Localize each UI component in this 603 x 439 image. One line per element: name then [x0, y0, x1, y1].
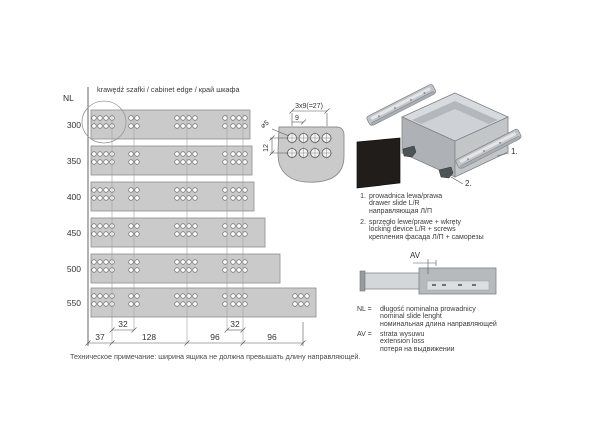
mounting-hole [129, 224, 134, 229]
detail-dim-y: 12 [263, 144, 270, 152]
dim-32-a: 32 [118, 319, 128, 329]
mounting-hole [193, 124, 198, 129]
legend-item-1-number: 1. [360, 193, 366, 200]
mounting-hole [135, 160, 140, 165]
mounting-hole [223, 294, 228, 299]
row-length-label: 400 [66, 192, 81, 202]
mounting-hole [237, 294, 242, 299]
mounting-hole [92, 116, 97, 121]
mounting-hole [223, 160, 228, 165]
mounting-hole [231, 152, 236, 157]
nl-definition-line-pl: długość nominalna prowadnicy [380, 306, 476, 313]
mounting-hole [175, 268, 180, 273]
mounting-hole [181, 232, 186, 237]
mounting-hole [181, 260, 186, 265]
mounting-hole [223, 302, 228, 307]
mounting-hole [231, 188, 236, 193]
dim-96-b: 96 [267, 332, 277, 342]
callout-2-label: 2. [465, 179, 472, 188]
mounting-hole [299, 302, 304, 307]
mounting-hole [104, 152, 109, 157]
mounting-hole [104, 124, 109, 129]
mounting-hole [237, 232, 242, 237]
mounting-hole [243, 294, 248, 299]
mounting-hole [92, 294, 97, 299]
mounting-hole [231, 116, 236, 121]
mounting-hole [175, 302, 180, 307]
mounting-hole [299, 294, 304, 299]
mounting-hole [129, 268, 134, 273]
mounting-hole [237, 268, 242, 273]
mounting-hole [98, 116, 103, 121]
mounting-hole [104, 196, 109, 201]
mounting-hole [135, 294, 140, 299]
mounting-hole [181, 294, 186, 299]
mounting-hole [187, 224, 192, 229]
nl-column-header: NL [63, 93, 74, 103]
row-length-label: 450 [66, 228, 81, 238]
mounting-hole [243, 232, 248, 237]
row-length-label: 550 [66, 298, 81, 308]
mounting-hole [243, 260, 248, 265]
mounting-hole [98, 160, 103, 165]
legend-item-2-line-ru: крепления фасада Л/П + саморезы [369, 233, 484, 241]
mounting-hole [92, 224, 97, 229]
mounting-hole [98, 268, 103, 273]
mounting-hole [193, 232, 198, 237]
row-length-label: 350 [66, 156, 81, 166]
mounting-hole [237, 160, 242, 165]
legend-item-2 [357, 219, 484, 241]
slide-bar-row-500 [67, 254, 280, 283]
slide-bar [91, 182, 254, 211]
mounting-hole [193, 302, 198, 307]
mounting-hole [92, 268, 97, 273]
mounting-hole [237, 224, 242, 229]
mounting-hole [187, 196, 192, 201]
mounting-hole [129, 294, 134, 299]
mounting-hole [223, 124, 228, 129]
slide-bar [91, 288, 316, 317]
dim-128: 128 [141, 332, 157, 342]
mounting-hole [181, 188, 186, 193]
mounting-hole [243, 302, 248, 307]
mounting-hole [187, 268, 192, 273]
mounting-hole [135, 196, 140, 201]
mounting-hole [193, 224, 198, 229]
mounting-hole [231, 124, 236, 129]
slide-bar-row-550 [67, 288, 316, 317]
drawer-front-panel [357, 138, 400, 188]
mounting-hole [129, 188, 134, 193]
mounting-hole [231, 294, 236, 299]
mounting-hole [129, 160, 134, 165]
av-dimension-label: AV [410, 251, 421, 260]
mounting-hole [243, 224, 248, 229]
mounting-hole [129, 116, 134, 121]
slide-bar [91, 254, 280, 283]
mounting-hole [104, 160, 109, 165]
legend-item-1-line-pl: prowadnica lewa/prawa [369, 193, 443, 200]
mounting-hole [187, 188, 192, 193]
mounting-hole [175, 294, 180, 299]
mounting-hole [92, 152, 97, 157]
mounting-hole [193, 294, 198, 299]
row-length-label: 500 [66, 264, 81, 274]
mounting-hole [135, 116, 140, 121]
slide-bar [91, 146, 252, 175]
mounting-hole [175, 124, 180, 129]
av-definition-line-ru: потеря на выдвижении [380, 345, 455, 353]
mounting-hole [175, 188, 180, 193]
mounting-hole [187, 260, 192, 265]
mounting-hole [175, 224, 180, 229]
mounting-hole [135, 188, 140, 193]
mounting-hole [237, 302, 242, 307]
mounting-hole [243, 160, 248, 165]
mounting-hole [98, 188, 103, 193]
mounting-hole [237, 260, 242, 265]
mounting-hole [98, 294, 103, 299]
mounting-hole [243, 124, 248, 129]
mounting-hole [135, 268, 140, 273]
mounting-hole [305, 294, 310, 299]
mounting-hole [243, 268, 248, 273]
mounting-hole [98, 196, 103, 201]
mounting-hole [175, 260, 180, 265]
slide-bar-row-300 [67, 110, 250, 139]
mounting-hole [129, 196, 134, 201]
mounting-hole [175, 196, 180, 201]
mounting-hole [129, 302, 134, 307]
nl-definition-line-ru: номинальная длина направляющей [380, 320, 497, 328]
mounting-hole [223, 268, 228, 273]
mounting-hole [129, 152, 134, 157]
mounting-hole [92, 302, 97, 307]
mounting-hole [223, 232, 228, 237]
mounting-hole [181, 160, 186, 165]
dim-37: 37 [95, 332, 105, 342]
mounting-hole [231, 302, 236, 307]
mounting-hole [243, 196, 248, 201]
mounting-hole [104, 232, 109, 237]
mounting-hole [237, 196, 242, 201]
mounting-hole [231, 224, 236, 229]
mounting-hole [231, 260, 236, 265]
mounting-hole [187, 152, 192, 157]
technical-note: Техническое примечание: ширина ящика не должна превышать длину направляющей. [70, 352, 361, 361]
callout-1-label: 1. [511, 147, 518, 156]
mounting-hole [243, 152, 248, 157]
rail-end-cap [360, 271, 365, 291]
av-definition-line-pl: strata wysuwu [380, 331, 425, 338]
mounting-hole [193, 116, 198, 121]
mounting-hole [175, 116, 180, 121]
mounting-hole [98, 260, 103, 265]
mounting-hole [223, 188, 228, 193]
slide-bar-row-350 [67, 146, 252, 175]
mounting-hole [135, 152, 140, 157]
mounting-hole [223, 116, 228, 121]
mounting-hole [243, 188, 248, 193]
mounting-hole [237, 188, 242, 193]
hole-pattern-detail [260, 103, 344, 182]
detail-hole-diameter: ⌀5 [259, 119, 271, 130]
legend-item-2-line-en: locking device L/R + screws [369, 226, 456, 234]
legend-item-1-line-en: drawer slide L/R [369, 200, 420, 208]
nl-definition-prefix: NL = [357, 306, 372, 313]
legend-item-1-line-ru: направляющая Л/П [369, 207, 432, 215]
mounting-hole [187, 116, 192, 121]
mounting-hole [231, 196, 236, 201]
mounting-hole [193, 260, 198, 265]
dim-32-b: 32 [230, 319, 240, 329]
mounting-hole [187, 232, 192, 237]
mounting-hole [98, 302, 103, 307]
mounting-hole [104, 188, 109, 193]
mounting-hole [193, 196, 198, 201]
mounting-hole [104, 302, 109, 307]
detail-dim-total: 3x9(=27) [295, 103, 323, 110]
dim-96-a: 96 [210, 332, 220, 342]
mounting-hole [104, 294, 109, 299]
mounting-hole [187, 302, 192, 307]
mounting-hole [175, 160, 180, 165]
mounting-hole [92, 196, 97, 201]
mounting-hole [181, 196, 186, 201]
mounting-hole [293, 302, 298, 307]
mounting-hole [104, 224, 109, 229]
av-definition-line-en: extension loss [380, 338, 425, 346]
mounting-hole [92, 124, 97, 129]
mounting-hole [135, 224, 140, 229]
legend-item-2-number: 2. [360, 219, 366, 226]
mounting-hole [187, 160, 192, 165]
mounting-hole [193, 152, 198, 157]
mounting-hole [92, 188, 97, 193]
detail-dim-x: 9 [295, 115, 299, 122]
row-length-label: 300 [66, 120, 81, 130]
mounting-hole [187, 124, 192, 129]
mounting-hole [223, 224, 228, 229]
mounting-hole [129, 260, 134, 265]
callout-2-leader [451, 177, 463, 184]
mounting-hole [187, 294, 192, 299]
mounting-hole [223, 260, 228, 265]
mounting-hole [181, 116, 186, 121]
mounting-hole [92, 260, 97, 265]
mounting-hole [175, 232, 180, 237]
slide-bar-row-400 [67, 182, 254, 211]
mounting-hole [92, 160, 97, 165]
mounting-hole [193, 188, 198, 193]
slide-bar-row-450 [67, 218, 265, 247]
mounting-hole [98, 224, 103, 229]
mounting-hole [231, 160, 236, 165]
nl-definition-line-en: nominal slide lenght [380, 313, 442, 321]
mounting-hole [231, 268, 236, 273]
mounting-hole [104, 116, 109, 121]
av-definition-prefix: AV = [357, 331, 372, 338]
cabinet-edge-label: krawędź szafki / cabinet edge / край шкафа [97, 85, 240, 94]
mounting-hole [181, 152, 186, 157]
mounting-hole [237, 152, 242, 157]
mounting-hole [237, 116, 242, 121]
mounting-hole [293, 294, 298, 299]
mounting-hole [104, 260, 109, 265]
mounting-hole [243, 116, 248, 121]
mounting-hole [181, 124, 186, 129]
mounting-hole [193, 160, 198, 165]
extension-loss-drawing [360, 259, 496, 294]
mounting-hole [135, 232, 140, 237]
mounting-hole [98, 152, 103, 157]
mounting-hole [135, 124, 140, 129]
mounting-hole [129, 232, 134, 237]
mounting-hole [98, 232, 103, 237]
legend-item-2-line-pl: sprzęgło lewe/prawe + wkręty [369, 219, 462, 226]
mounting-hole [92, 232, 97, 237]
legend-item-1 [357, 193, 442, 215]
mounting-hole [181, 268, 186, 273]
mounting-hole [305, 302, 310, 307]
mounting-hole [181, 224, 186, 229]
mounting-hole [175, 152, 180, 157]
mounting-hole [135, 260, 140, 265]
mounting-hole [104, 268, 109, 273]
mounting-hole [223, 196, 228, 201]
mounting-hole [223, 152, 228, 157]
drawer-assembly-drawing [357, 84, 522, 188]
av-definition [357, 331, 455, 353]
mounting-hole [193, 268, 198, 273]
mounting-hole [181, 302, 186, 307]
mounting-hole [237, 124, 242, 129]
mounting-hole [231, 232, 236, 237]
nl-definition [357, 306, 497, 328]
mounting-hole [135, 302, 140, 307]
mounting-hole [129, 124, 134, 129]
mounting-hole [98, 124, 103, 129]
